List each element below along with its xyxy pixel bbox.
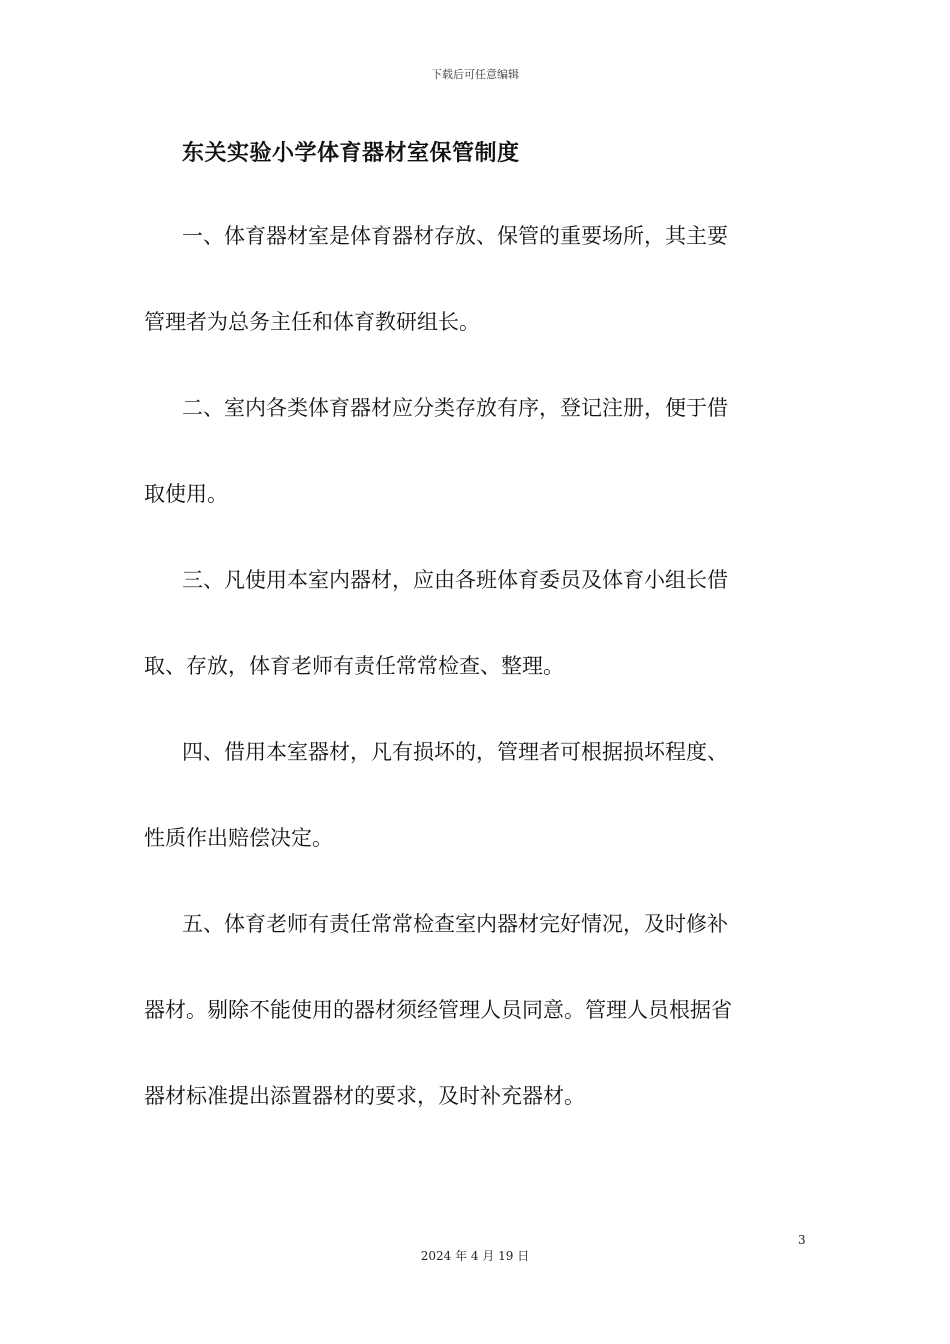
- header-note: 下载后可任意编辑: [431, 68, 519, 81]
- paragraph-4-line-1: 四、借用本室器材，凡有损坏的，管理者可根据损坏程度、: [182, 740, 728, 764]
- paragraph-4-line-2: 性质作出赔偿决定。: [144, 826, 333, 850]
- paragraph-5-line-2: 器材。剔除不能使用的器材须经管理人员同意。管理人员根据省: [144, 998, 732, 1022]
- paragraph-1-line-2: 管理者为总务主任和体育教研组长。: [144, 310, 480, 334]
- page-number: 3: [798, 1233, 806, 1247]
- paragraph-5-line-1: 五、体育老师有责任常常检查室内器材完好情况，及时修补: [182, 912, 728, 936]
- paragraph-2-line-2: 取使用。: [144, 482, 228, 506]
- paragraph-1-line-1: 一、体育器材室是体育器材存放、保管的重要场所，其主要: [182, 224, 728, 248]
- paragraph-5-line-3: 器材标准提出添置器材的要求，及时补充器材。: [144, 1084, 585, 1108]
- paragraph-3-line-1: 三、凡使用本室内器材，应由各班体育委员及体育小组长借: [182, 568, 728, 592]
- document-title: 东关实验小学体育器材室保管制度: [182, 141, 520, 166]
- paragraph-3-line-2: 取、存放，体育老师有责任常常检查、整理。: [144, 654, 564, 678]
- paragraph-2-line-1: 二、室内各类体育器材应分类存放有序，登记注册，便于借: [182, 396, 728, 420]
- footer-date: 2024 年 4 月 19 日: [420, 1249, 530, 1263]
